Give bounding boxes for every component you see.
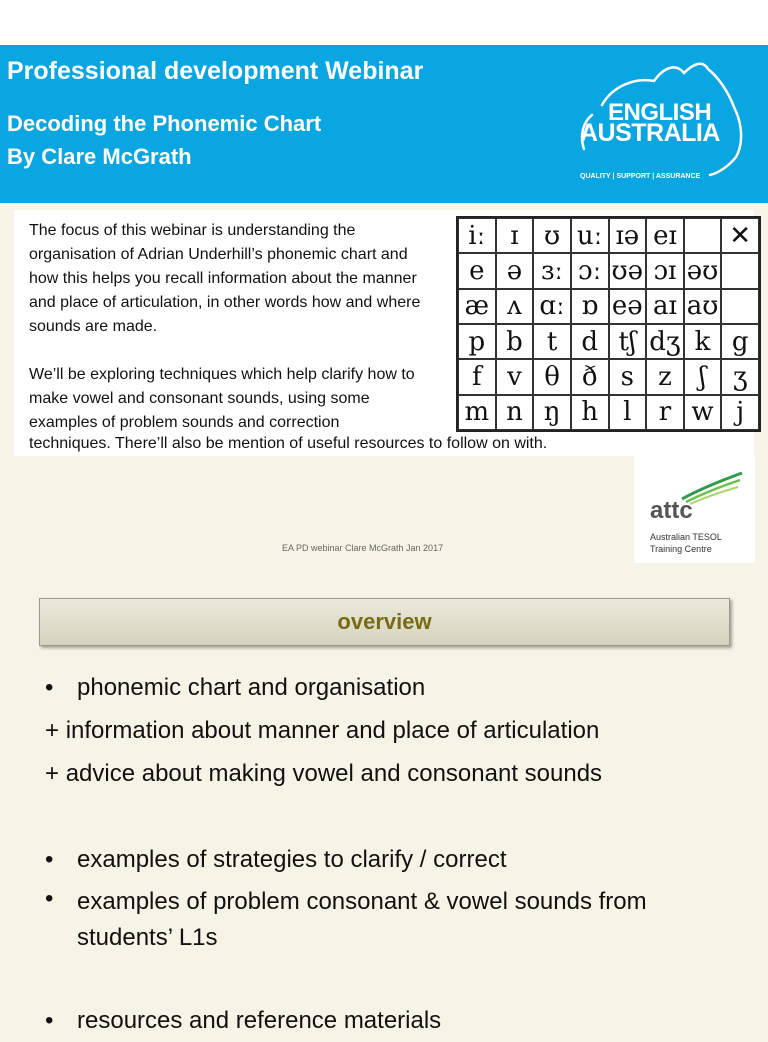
- list-item-text: advice about making vowel and consonant sounds: [65, 760, 603, 787]
- intro-paragraph: The focus of this webinar is understanding the organisation of Adrian Underhill’s phonemic chart and how this helps you recall information about the manner and place of articulation, in other words how and where sounds are made.: [29, 222, 421, 335]
- phoneme-cell: l: [609, 395, 647, 430]
- phoneme-cell: aʊ: [684, 289, 722, 324]
- attc-name: Training Centre: [650, 544, 712, 554]
- phoneme-cell: [721, 289, 759, 324]
- list-item: [45, 666, 760, 709]
- attc-wordmark: attc: [650, 497, 693, 524]
- phoneme-cell: iː: [458, 218, 496, 253]
- bullet-icon: •: [45, 674, 54, 701]
- list-item-text: examples of problem consonant & vowel sounds from students’ L1s: [77, 888, 647, 951]
- phoneme-cell: s: [609, 359, 647, 394]
- logo-line-english: ENGLISH: [608, 99, 712, 126]
- phonemic-chart: [456, 216, 761, 432]
- bullet-icon: •: [45, 885, 54, 912]
- phoneme-cell: ✕: [721, 218, 759, 253]
- logo-tagline: QUALITY | SUPPORT | ASSURANCE: [580, 173, 701, 180]
- phoneme-cell: h: [571, 395, 609, 430]
- logo-line-australia: AUSTRALIA: [580, 119, 720, 147]
- phoneme-cell: p: [458, 324, 496, 359]
- title-banner: [0, 45, 768, 203]
- phoneme-cell: f: [458, 359, 496, 394]
- plus-icon: +: [45, 717, 60, 744]
- intro-paragraph: We’ll be exploring techniques which help clarify how to make vowel and consonant sounds, using some examples of problem sounds and correction: [29, 366, 415, 431]
- list-item-text: information about manner and place of articulation: [65, 717, 600, 744]
- phoneme-cell: ɔɪ: [646, 253, 684, 288]
- phoneme-cell: k: [684, 324, 722, 359]
- attc-logo: [634, 455, 755, 563]
- list-item: [45, 999, 760, 1042]
- phoneme-cell: θ: [533, 359, 571, 394]
- phoneme-cell: əʊ: [684, 253, 722, 288]
- list-item-text: examples of strategies to clarify / correct: [77, 846, 507, 873]
- plus-icon: +: [45, 760, 60, 787]
- list-item-text: phonemic chart and organisation: [77, 674, 426, 701]
- list-item-text: resources and reference materials: [77, 1007, 442, 1034]
- phoneme-cell: eɪ: [646, 218, 684, 253]
- list-item: [45, 752, 760, 795]
- bullet-icon: •: [45, 846, 54, 873]
- webinar-subtitle: Decoding the Phonemic Chart: [7, 111, 322, 136]
- phoneme-cell: [721, 253, 759, 288]
- phoneme-cell: ʒ: [721, 359, 759, 394]
- overview-list: [45, 666, 760, 1042]
- phoneme-cell: ʌ: [496, 289, 534, 324]
- phoneme-cell: uː: [571, 218, 609, 253]
- english-australia-logo: [572, 57, 752, 197]
- phoneme-cell: m: [458, 395, 496, 430]
- phoneme-cell: ɪ: [496, 218, 534, 253]
- bullet-icon: •: [45, 1007, 54, 1034]
- list-item: [45, 881, 677, 956]
- phoneme-cell: g: [721, 324, 759, 359]
- phoneme-cell: ŋ: [533, 395, 571, 430]
- phoneme-cell: ɑː: [533, 289, 571, 324]
- phoneme-cell: w: [684, 395, 722, 430]
- phoneme-cell: ə: [496, 253, 534, 288]
- list-item: [45, 709, 760, 752]
- phoneme-cell: eə: [609, 289, 647, 324]
- phoneme-cell: d: [571, 324, 609, 359]
- phoneme-cell: [684, 218, 722, 253]
- phoneme-cell: t: [533, 324, 571, 359]
- phoneme-cell: æ: [458, 289, 496, 324]
- overview-heading: overview: [39, 598, 730, 646]
- phoneme-cell: b: [496, 324, 534, 359]
- phoneme-cell: ʃ: [684, 359, 722, 394]
- phoneme-cell: ɜː: [533, 253, 571, 288]
- list-item: [45, 838, 760, 881]
- intro-paragraph-end: techniques. There’ll also be mention of useful resources to follow on with.: [29, 435, 548, 452]
- phoneme-cell: ɒ: [571, 289, 609, 324]
- phoneme-cell: dʒ: [646, 324, 684, 359]
- webinar-presenter: By Clare McGrath: [7, 144, 192, 169]
- phoneme-cell: tʃ: [609, 324, 647, 359]
- phoneme-cell: e: [458, 253, 496, 288]
- intro-text: [29, 219, 434, 435]
- top-margin: [0, 0, 768, 45]
- phoneme-cell: v: [496, 359, 534, 394]
- phoneme-cell: n: [496, 395, 534, 430]
- phoneme-cell: z: [646, 359, 684, 394]
- phoneme-cell: aɪ: [646, 289, 684, 324]
- phoneme-cell: ʊ: [533, 218, 571, 253]
- webinar-title: Professional development Webinar: [7, 57, 424, 85]
- slide-footer: EA PD webinar Clare McGrath Jan 2017: [282, 543, 444, 553]
- phoneme-cell: ɪə: [609, 218, 647, 253]
- phoneme-cell: r: [646, 395, 684, 430]
- attc-name: Australian TESOL: [650, 532, 722, 542]
- phoneme-cell: ʊə: [609, 253, 647, 288]
- phoneme-cell: ð: [571, 359, 609, 394]
- phoneme-cell: ɔː: [571, 253, 609, 288]
- phoneme-cell: j: [721, 395, 759, 430]
- intro-panel: [14, 210, 754, 456]
